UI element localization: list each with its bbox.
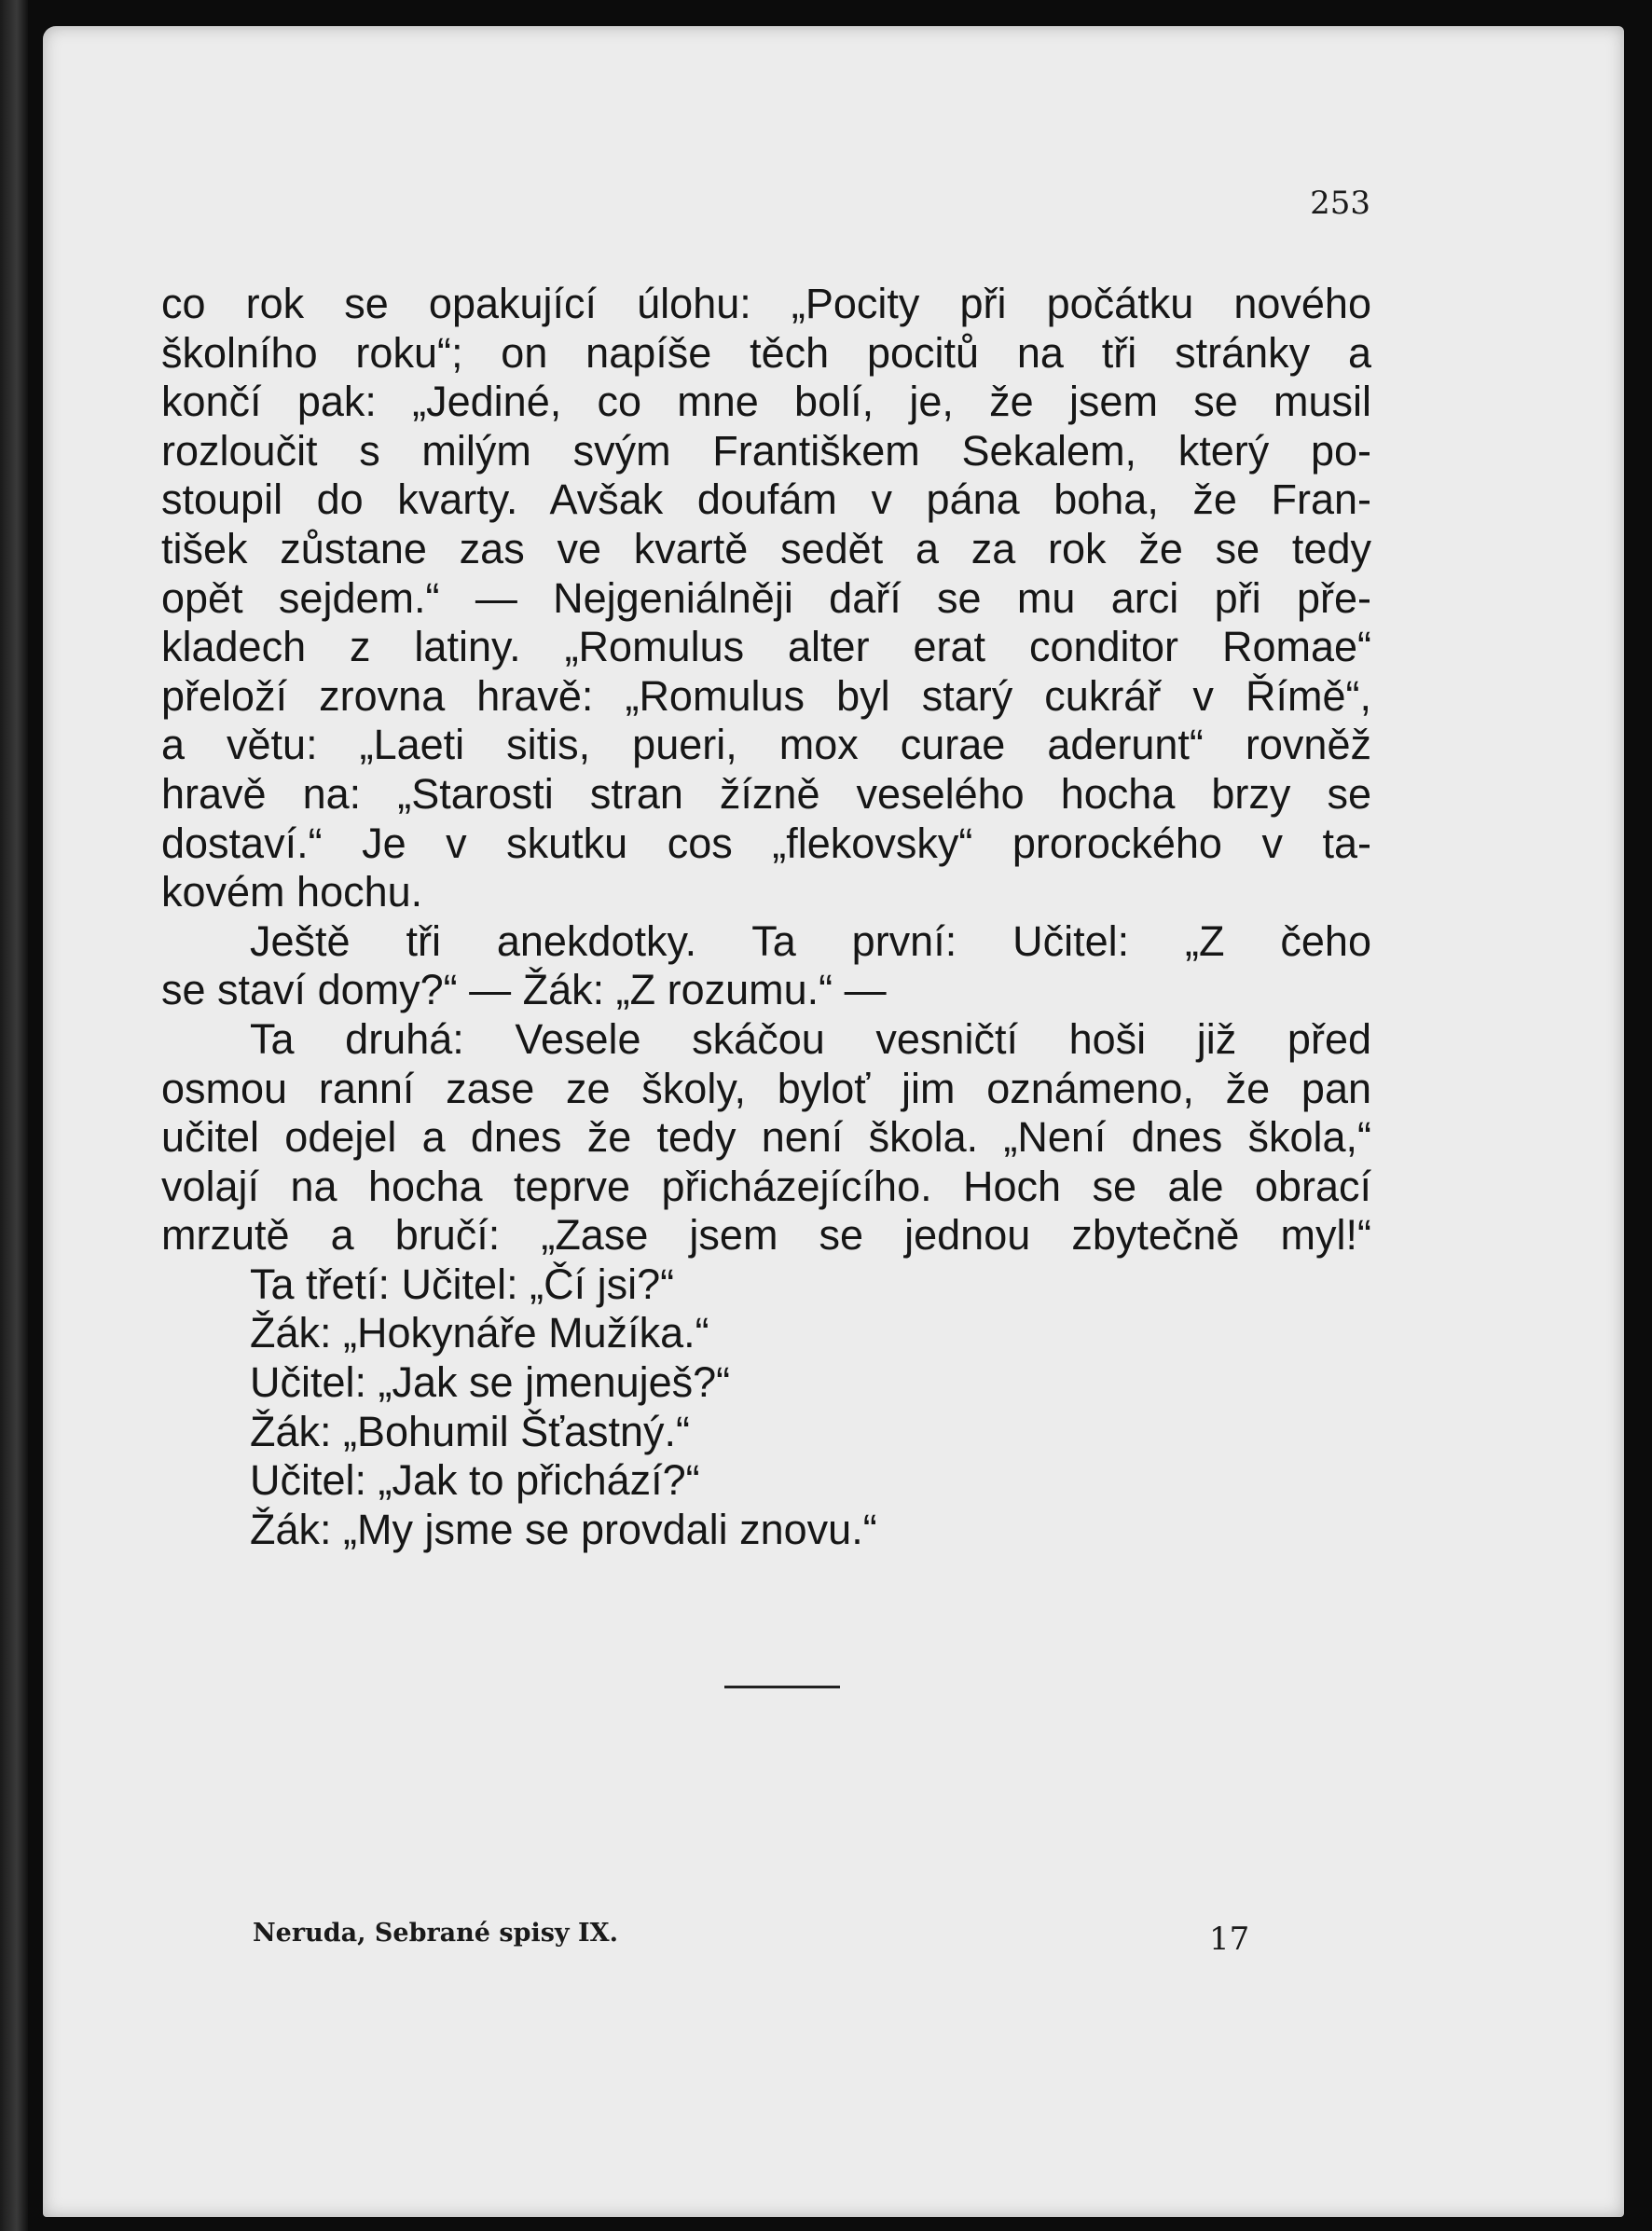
text-line: mrzutě a bručí: „Zase jsem se jednou zbytečně myl!“ bbox=[161, 1211, 1371, 1260]
text-line: co rok se opakující úlohu: „Pocity při počátku nového bbox=[161, 280, 1371, 327]
text-line: hravě na: „Starosti stran žízně veselého hocha brzy se bbox=[161, 769, 1371, 818]
text-line: kovém hochu. bbox=[161, 868, 423, 916]
footer-sheet-number: 17 bbox=[1209, 1921, 1250, 1958]
body-text bbox=[161, 280, 1371, 1554]
text-line: dostaví.“ Je v skutku cos „flekovsky“ prorockého v ta- bbox=[161, 819, 1371, 867]
page-number: 253 bbox=[1310, 185, 1370, 222]
text-line: kladech z latiny. „Romulus alter erat conditor Romae“ bbox=[161, 623, 1371, 671]
text-line: opět sejdem.“ — Nejgeniálněji daří se mu arci při pře- bbox=[161, 573, 1371, 622]
text-line: Žák: „Hokynáře Mužíka.“ bbox=[250, 1309, 709, 1357]
text-line: a větu: „Laeti sitis, pueri, mox curae aderunt“ rovněž bbox=[161, 721, 1371, 769]
text-line: tišek zůstane zas ve kvartě sedět a za rok že se tedy bbox=[161, 524, 1371, 572]
text-line: rozloučit s milým svým Františkem Sekalem, který po- bbox=[161, 426, 1371, 475]
text-line: Učitel: „Jak se jmenuješ?“ bbox=[250, 1358, 731, 1407]
text-line: volají na hocha teprve přicházejícího. Hoch se ale obrací bbox=[161, 1162, 1371, 1210]
text-line: přeloží zrovna hravě: „Romulus byl starý cukrář v Římě“, bbox=[161, 671, 1371, 720]
book-spine-edge bbox=[0, 0, 28, 2231]
text-line: Žák: „My jsme se provdali znovu.“ bbox=[250, 1505, 877, 1553]
section-divider bbox=[724, 1686, 840, 1688]
text-line: Učitel: „Jak to přichází?“ bbox=[250, 1456, 700, 1505]
text-line: se staví domy?“ — Žák: „Z rozumu.“ — bbox=[161, 966, 887, 1014]
text-line: Ta třetí: Učitel: „Čí jsi?“ bbox=[250, 1260, 675, 1308]
footer-signature: Neruda, Sebrané spisy IX. bbox=[253, 1919, 618, 1948]
text-line: osmou ranní zase ze školy, byloť jim oznámeno, že pan bbox=[161, 1064, 1371, 1112]
text-line: Ta druhá: Vesele skáčou vesničtí hoši již před bbox=[250, 1014, 1371, 1063]
text-line: školního roku“; on napíše těch pocitů na tři stránky a bbox=[161, 328, 1371, 377]
text-line: Žák: „Bohumil Šťastný.“ bbox=[250, 1407, 691, 1455]
text-line: stoupil do kvarty. Avšak doufám v pána boha, že Fran- bbox=[161, 475, 1371, 524]
text-line: Ještě tři anekdotky. Ta první: Učitel: „Z čeho bbox=[250, 916, 1371, 965]
text-line: učitel odejel a dnes že tedy není škola. „Není dnes škola,“ bbox=[161, 1113, 1371, 1162]
text-line: končí pak: „Jediné, co mne bolí, je, že jsem se musil bbox=[161, 378, 1371, 426]
